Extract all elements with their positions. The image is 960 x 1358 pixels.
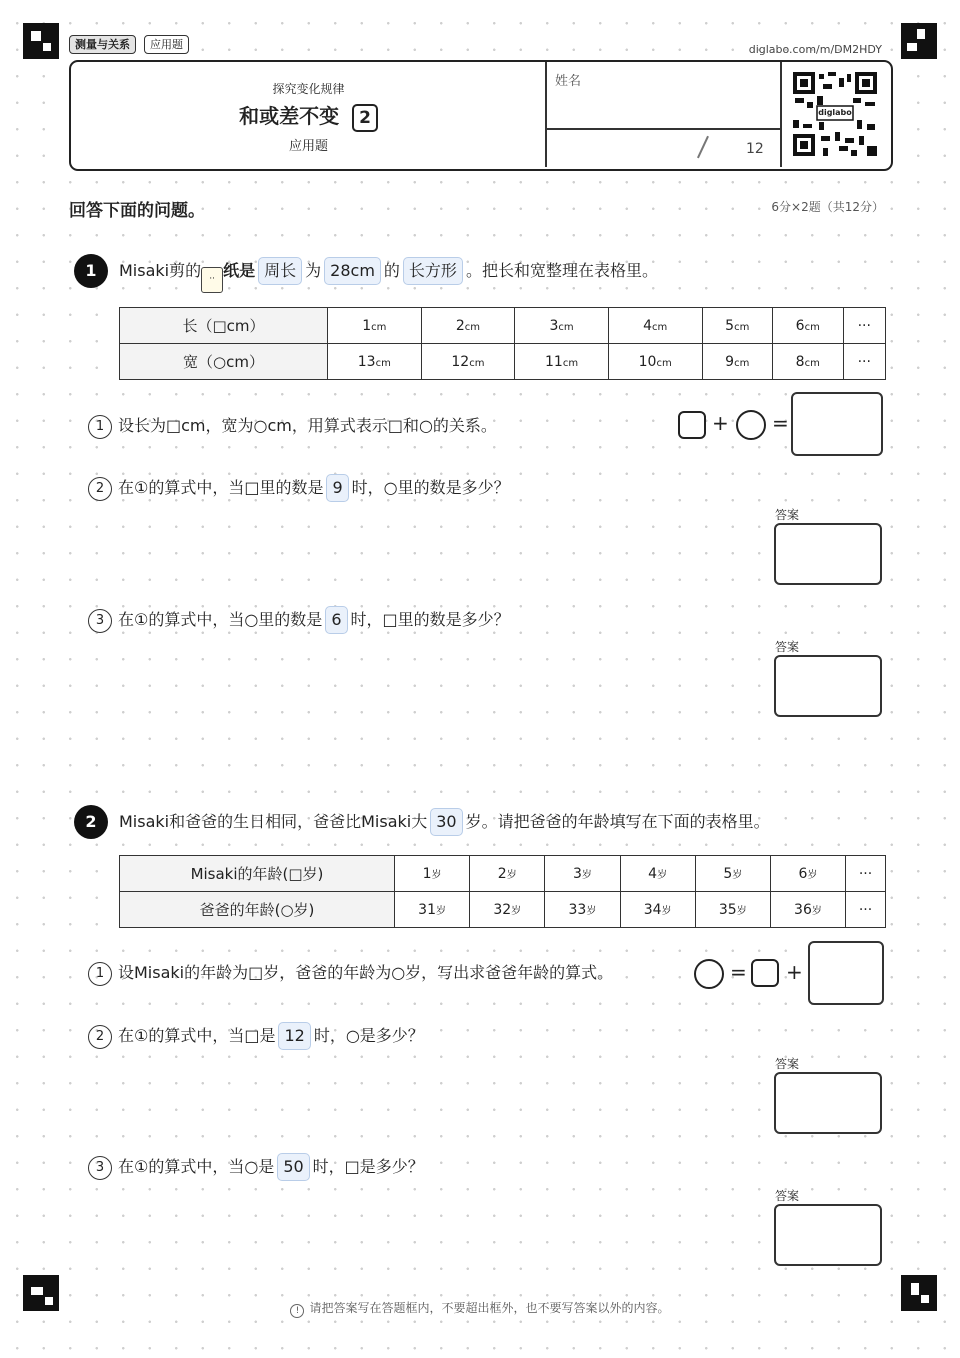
table-cell: 12cm	[421, 344, 515, 380]
corner-marker-top-left	[23, 23, 59, 59]
q1-sub1-answer-box[interactable]	[791, 392, 883, 456]
formula-square-icon	[678, 411, 706, 439]
table-cell: 3cm	[515, 308, 609, 344]
points-info: 6分×2题（共12分）	[771, 200, 884, 214]
table-row	[120, 856, 886, 892]
question-2-number: 2	[74, 805, 108, 839]
table-cell: 4cm	[608, 308, 702, 344]
q2-sub2	[88, 1022, 424, 1050]
q1-sub1	[88, 413, 497, 439]
table-cell: 33岁	[545, 892, 620, 928]
q1-sub3-answer-box[interactable]	[774, 655, 882, 717]
table-cell: 10cm	[608, 344, 702, 380]
table-cell: 31岁	[395, 892, 470, 928]
table-cell: 13cm	[328, 344, 422, 380]
q1-sub1-number: 1	[88, 415, 112, 439]
q2-age-diff-box: 30	[430, 808, 462, 836]
formula-op1: =	[730, 960, 747, 984]
instruction: 回答下面的问题。	[69, 201, 205, 221]
q2-sub2-text-a: 在①的算式中，当□是	[118, 1026, 276, 1045]
title-number-badge: 2	[352, 104, 378, 132]
footer-note	[0, 1299, 960, 1318]
corner-marker-top-right	[901, 23, 937, 59]
q2-sub3-value-box: 50	[277, 1153, 309, 1181]
header-divider-qr	[780, 62, 782, 167]
q2-sub3-answer-box[interactable]	[774, 1204, 882, 1266]
q2-sub2-number: 2	[88, 1025, 112, 1049]
table-cell: 36岁	[770, 892, 845, 928]
q1-sub2-text-a: 在①的算式中，当□里的数是	[118, 478, 324, 497]
answer-label: 答案	[775, 508, 800, 522]
category-tag: 测量与关系	[69, 35, 136, 54]
qr-label: diglabo	[818, 108, 852, 117]
table-cell: 8cm	[773, 344, 844, 380]
q1-sub2-value-box: 9	[326, 474, 348, 502]
page-title: 和或差不变	[239, 104, 340, 128]
table-cell-more: ···	[846, 892, 886, 928]
q2-sub3-text-a: 在①的算式中，当○是	[118, 1157, 275, 1176]
type-tag: 应用题	[144, 35, 189, 54]
question-1-number: 1	[74, 254, 108, 288]
header-title-row	[71, 100, 546, 132]
q1-text-a: Misaki剪的	[119, 261, 202, 280]
answer-label: 答案	[775, 1057, 800, 1071]
q1-sub3-text-a: 在①的算式中，当○里的数是	[118, 610, 323, 629]
q2-sub2-value-box: 12	[278, 1022, 310, 1050]
table-row	[120, 308, 886, 344]
q1-table	[119, 307, 886, 380]
q1-sub3-number: 3	[88, 609, 112, 633]
score-field[interactable]	[547, 131, 697, 165]
q2-sub2-answer-box[interactable]	[774, 1072, 882, 1134]
formula-op1: +	[712, 411, 729, 435]
formula-op2: =	[772, 411, 789, 435]
formula-op2: +	[786, 960, 803, 984]
q2-text-b: 岁。请把爸爸的年龄填写在下面的表格里。	[465, 812, 770, 831]
q1-sub2-number: 2	[88, 477, 112, 501]
q1-row2-header: 宽（○cm）	[120, 344, 328, 380]
score-total: 12	[746, 141, 764, 157]
footer-text: 请把答案写在答题框内，不要超出框外，也不要写答案以外的内容。	[309, 1301, 670, 1315]
table-row	[120, 892, 886, 928]
header-divider-horizontal	[545, 128, 781, 130]
header-type: 应用题	[288, 139, 328, 154]
name-label: 姓名	[555, 74, 582, 89]
q1-row1-header: 长（□cm）	[120, 308, 328, 344]
q1-sub2-text-b: 时，○里的数是多少？	[351, 478, 510, 497]
table-cell-more: ···	[843, 308, 886, 344]
paper-icon: ··	[201, 267, 223, 293]
q2-sub3-text-b: 时，□是多少？	[312, 1157, 424, 1176]
q2-sub3-number: 3	[88, 1156, 112, 1180]
question-1-text	[119, 257, 658, 293]
table-cell: 2岁	[470, 856, 545, 892]
table-cell: 35岁	[695, 892, 770, 928]
q2-sub1-number: 1	[88, 962, 112, 986]
table-cell: 6cm	[773, 308, 844, 344]
formula-circle-icon	[694, 959, 724, 989]
q2-sub3	[88, 1153, 424, 1181]
table-cell: 1cm	[328, 308, 422, 344]
q2-table	[119, 855, 886, 928]
q2-sub2-text-b: 时，○是多少？	[313, 1026, 424, 1045]
q1-shape-box: 长方形	[403, 257, 463, 285]
q1-sub2	[88, 474, 510, 502]
table-cell: 34岁	[620, 892, 695, 928]
formula-square-icon	[751, 959, 779, 987]
worksheet-url: diglabo.com/m/DM2HDY	[748, 43, 882, 56]
q1-sub3-text-b: 时，□里的数是多少？	[350, 610, 510, 629]
table-cell: 1岁	[395, 856, 470, 892]
table-cell: 5岁	[695, 856, 770, 892]
table-row	[120, 344, 886, 380]
answer-label: 答案	[775, 640, 800, 654]
q2-row1-header: Misaki的年龄(□岁)	[120, 856, 395, 892]
table-cell: 2cm	[421, 308, 515, 344]
info-icon: !	[290, 1304, 304, 1318]
q2-row2-header: 爸爸的年龄(○岁)	[120, 892, 395, 928]
name-field[interactable]	[547, 90, 779, 126]
score-slash	[697, 136, 709, 158]
q2-sub1-text: 设Misaki的年龄为□岁，爸爸的年龄为○岁，写出求爸爸年龄的算式。	[118, 963, 614, 982]
table-cell: 3岁	[545, 856, 620, 892]
header-subtitle: 探究变化规律	[272, 82, 345, 96]
table-cell: 6岁	[770, 856, 845, 892]
q1-text-b: 纸是	[223, 261, 256, 280]
table-cell: 11cm	[515, 344, 609, 380]
table-cell: 32岁	[470, 892, 545, 928]
q1-perimeter-box: 周长	[258, 257, 302, 285]
table-cell: 9cm	[702, 344, 773, 380]
formula-circle-icon	[736, 410, 766, 440]
q2-sub1	[88, 960, 613, 986]
q1-length-box: 28cm	[324, 257, 381, 285]
q1-text-e: 。把长和宽整理在表格里。	[465, 261, 658, 280]
answer-label: 答案	[775, 1189, 800, 1203]
table-cell-more: ···	[843, 344, 886, 380]
q1-text-d: 的	[383, 261, 400, 280]
table-cell: 5cm	[702, 308, 773, 344]
table-cell: 4岁	[620, 856, 695, 892]
question-2-text	[119, 808, 770, 836]
q1-sub3	[88, 606, 510, 634]
qr-code	[793, 72, 877, 156]
q1-sub2-answer-box[interactable]	[774, 523, 882, 585]
q1-text-c: 为	[305, 261, 322, 280]
table-cell-more: ···	[846, 856, 886, 892]
q2-text-a: Misaki和爸爸的生日相同，爸爸比Misaki大	[119, 812, 428, 831]
q2-sub1-answer-box[interactable]	[808, 941, 884, 1005]
q1-sub1-text: 设长为□cm，宽为○cm，用算式表示□和○的关系。	[118, 416, 497, 435]
worksheet-header	[69, 60, 893, 171]
q1-sub3-value-box: 6	[325, 606, 347, 634]
